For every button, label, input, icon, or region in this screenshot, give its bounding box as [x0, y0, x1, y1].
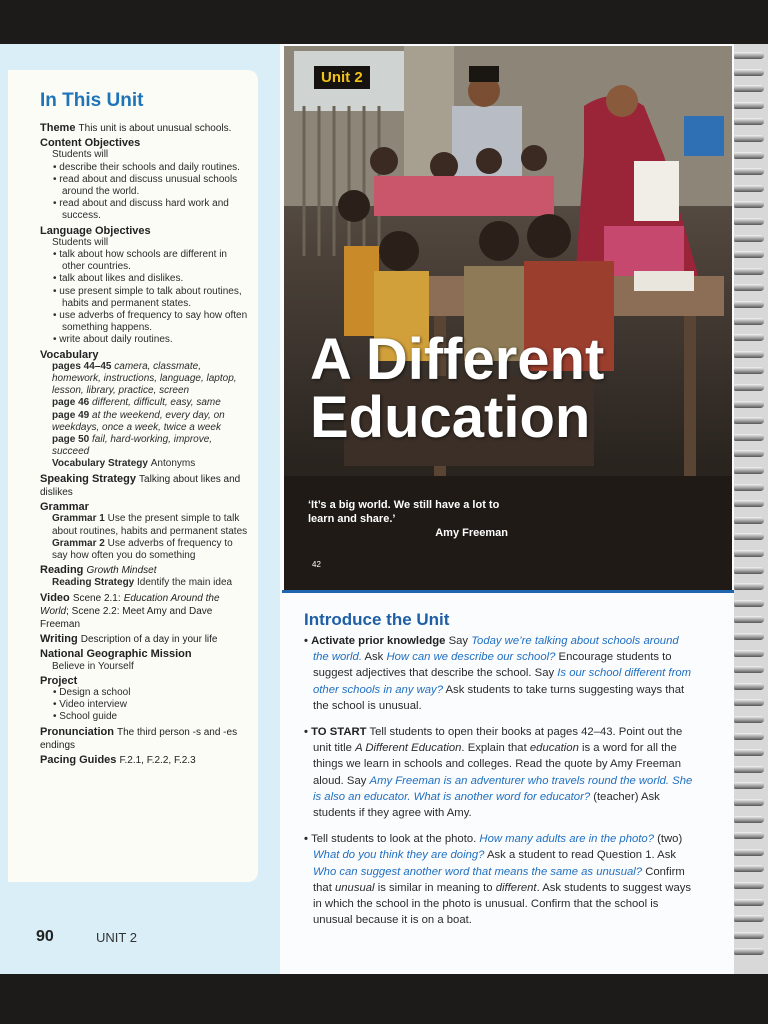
binding-coil — [734, 69, 764, 76]
pronunciation-heading: Pronunciation The third person -s and -es endings — [40, 725, 238, 751]
binding-coil — [734, 102, 764, 109]
content-objectives-intro: Students will — [52, 149, 109, 161]
list-item: • read about and discuss hard work and success. — [52, 198, 250, 222]
binding-coil — [734, 749, 764, 756]
unit-label: UNIT 2 — [96, 930, 137, 945]
binding-coil — [734, 650, 764, 657]
paragraph-to-start: • TO START Tell students to open their books at pages 42–43. Point out the unit title A Different Education. Explain that education is a word for all the things we learn in schools and colleges. Read the quote by Amy Freeman aloud. Say Amy Freeman is an adventurer who travels round the world. She is also an educator. What is another word for educator? (teacher) Ask students if they agree with Amy. — [304, 724, 696, 821]
binding-coil — [734, 683, 764, 690]
grammar-entry: Grammar 1 Use the present simple to talk about routines, habits and permanent states — [52, 513, 248, 537]
binding-coil — [734, 450, 764, 457]
binding-coil — [734, 218, 764, 225]
binding-coil — [734, 334, 764, 341]
binding-coil — [734, 185, 764, 192]
binding-coil — [734, 899, 764, 906]
binding-coil — [734, 633, 764, 640]
in-this-unit-sidebar — [8, 70, 258, 882]
vocab-strategy: Vocabulary Strategy Antonyms — [52, 458, 196, 470]
vocabulary-heading: Vocabulary — [40, 348, 99, 361]
list-item: • talk about likes and dislikes. — [52, 273, 250, 285]
list-item: • use adverbs of frequency to say how often something happens. — [52, 310, 250, 334]
grammar-entry: Grammar 2 Use adverbs of frequency to say how often you do something — [52, 537, 233, 561]
project-heading: Project — [40, 674, 78, 687]
binding-coil — [734, 517, 764, 524]
introduce-the-unit — [304, 609, 696, 938]
binding-coil — [734, 484, 764, 491]
list-item: • describe their schools and daily routines. — [52, 162, 250, 174]
binding-coil — [734, 401, 764, 408]
paragraph-activate-prior-knowledge: • Activate prior knowledge Say Today we’re talking about schools around the world. Ask How can we describe our school? Encourage students to suggest adjectives that describe the school. Say Is our school different from other schools in any way? Ask students to take turns suggesting ways that the school is unusual. — [304, 633, 696, 714]
grammar-heading: Grammar — [40, 501, 89, 514]
list-item: • School guide — [52, 711, 250, 723]
binding-coil — [734, 915, 764, 922]
binding-coil — [734, 799, 764, 806]
page-number: 90 — [36, 928, 54, 945]
binding-coil — [734, 434, 764, 441]
binding-coil — [734, 865, 764, 872]
binding-coil — [734, 600, 764, 607]
binding-coil — [734, 932, 764, 939]
binding-coil — [734, 201, 764, 208]
binding-coil — [734, 616, 764, 623]
language-objectives-heading: Language Objectives — [40, 224, 151, 237]
classroom-photo — [284, 46, 732, 590]
binding-coil — [734, 284, 764, 291]
mission-heading: National Geographic Mission — [40, 648, 192, 661]
vocab-entry: page 50 fail, hard-working, improve, succeed — [52, 434, 213, 458]
quote-author: Amy Freeman — [435, 527, 508, 539]
binding-coil — [734, 417, 764, 424]
binding-coil — [734, 716, 764, 723]
speaking-strategy: Speaking Strategy Talking about likes and dislikes — [40, 472, 241, 498]
divider — [282, 590, 734, 593]
binding-coil — [734, 152, 764, 159]
binding-coil — [734, 351, 764, 358]
writing-heading: Writing Description of a day in your life — [40, 633, 218, 646]
binding-coil — [734, 733, 764, 740]
binding-coil — [734, 583, 764, 590]
mission-text: Believe in Yourself — [52, 660, 134, 672]
binding-coil — [734, 235, 764, 242]
binding-coil — [734, 301, 764, 308]
binding-coil — [734, 550, 764, 557]
binding-coil — [734, 384, 764, 391]
reading-heading: Reading Growth Mindset — [40, 564, 157, 577]
unit-badge: Unit 2 — [314, 66, 370, 89]
vocab-entry: pages 44–45 camera, classmate, homework, instructions, language, laptop, lesson, library, practice, screen — [52, 360, 237, 397]
binding-coil — [734, 268, 764, 275]
binding-coil — [734, 500, 764, 507]
binding-coil — [734, 135, 764, 142]
binding-coil — [734, 699, 764, 706]
binding-coil — [734, 52, 764, 59]
binding-coil — [734, 318, 764, 325]
binding-coil — [734, 948, 764, 955]
binding-coil — [734, 168, 764, 175]
binding-coil — [734, 816, 764, 823]
list-item: • write about daily routines. — [52, 334, 250, 346]
pacing-guides-heading: Pacing Guides F.2.1, F.2.2, F.2.3 — [40, 753, 196, 766]
list-item: • Design a school — [52, 687, 250, 699]
vocab-entry: page 46 different, difficult, easy, same — [52, 397, 221, 409]
intro-title: Introduce the Unit — [304, 610, 450, 629]
binding-coil — [734, 766, 764, 773]
vocab-entry: page 49 at the weekend, every day, on weekdays, once a week, twice a week — [52, 409, 225, 433]
binding-coil — [734, 251, 764, 258]
list-item: • Video interview — [52, 699, 250, 711]
list-item: • read about and discuss unusual schools around the world. — [52, 174, 250, 198]
reading-strategy: Reading Strategy Identify the main idea — [52, 577, 233, 589]
binding-coil — [734, 533, 764, 540]
binding-coil — [734, 467, 764, 474]
list-item: • use present simple to talk about routines, habits and permanent states. — [52, 286, 250, 310]
language-objectives-intro: Students will — [52, 236, 109, 248]
binding-coil — [734, 666, 764, 673]
spiral-binding — [734, 44, 768, 974]
theme-heading: Theme This unit is about unusual schools. — [40, 122, 232, 134]
binding-coil — [734, 118, 764, 125]
theme-text: This unit is about unusual schools. — [78, 123, 232, 134]
binding-coil — [734, 782, 764, 789]
content-objectives-heading: Content Objectives — [40, 137, 141, 150]
scan-background — [0, 974, 768, 1024]
binding-coil — [734, 849, 764, 856]
sidebar-title: In This Unit — [40, 90, 144, 111]
binding-coil — [734, 832, 764, 839]
binding-coil — [734, 85, 764, 92]
unit-title: A Different Education — [310, 327, 605, 450]
paragraph-photo: • Tell students to look at the photo. How many adults are in the photo? (two) What do you think they are doing? Ask a student to read Question 1. Ask Who can suggest another word that means the same as unusual? Confirm that unusual is similar in meaning to different. Ask students to suggest ways in which the school in the photo is unusual. Confirm that the school is unusual because it is on a boat. — [304, 831, 696, 928]
video-heading: Video Scene 2.1: Education Around the World; Scene 2.2: Meet Amy and Dave Freeman — [40, 591, 220, 630]
list-item: • talk about how schools are different in other countries. — [52, 249, 250, 273]
binding-coil — [734, 882, 764, 889]
quote: ‘It’s a big world. We still have a lot to learn and share.’ Amy Freeman — [308, 499, 508, 539]
binding-coil — [734, 367, 764, 374]
student-book-page-number: 42 — [312, 560, 321, 569]
binding-coil — [734, 567, 764, 574]
